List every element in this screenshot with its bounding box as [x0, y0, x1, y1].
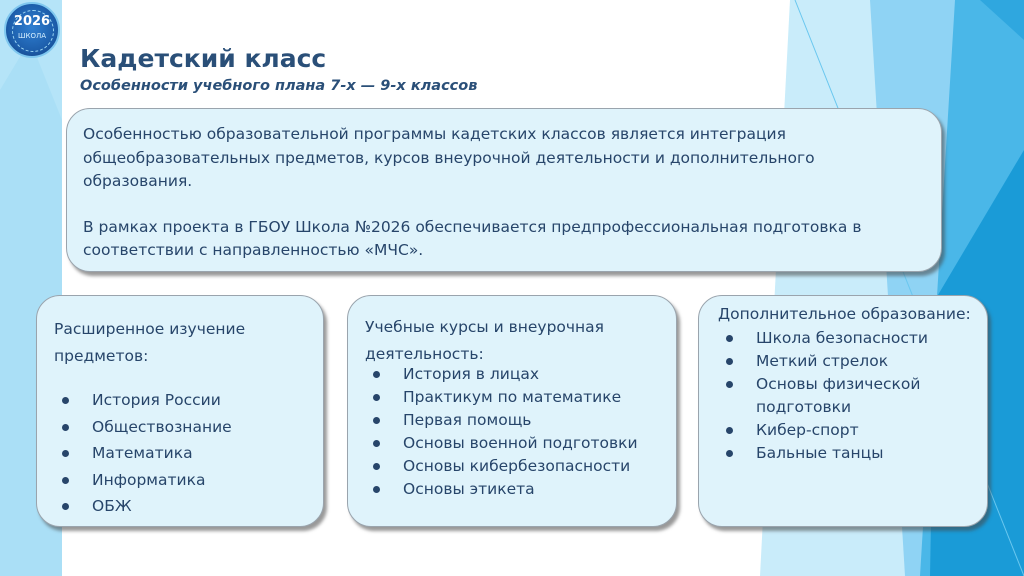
list-item: Основы этикета: [365, 478, 668, 501]
intro-panel: [66, 108, 942, 272]
page-title: Кадетский класс: [80, 44, 327, 73]
card-item-list: [365, 363, 668, 501]
card-item-list: [718, 327, 981, 465]
list-item: Первая помощь: [365, 409, 668, 432]
card-extended-subjects: [36, 295, 324, 527]
card-title: Учебные курсы и внеурочная деятельность:: [365, 318, 605, 363]
list-item: Информатика: [54, 467, 313, 494]
list-item: Основы физической подготовки: [718, 373, 981, 419]
school-logo: [4, 2, 60, 58]
card-additional-education: [698, 295, 988, 527]
logo-number: 2026: [13, 14, 51, 29]
card-title: Дополнительное образование:: [718, 305, 971, 323]
intro-paragraph-1: Особенностью образовательной программы кадетских классов является интеграция общеобразовательных предметов, курсов внеурочной деятельности и дополнительного образования.: [83, 125, 815, 190]
card-item-list: [54, 387, 313, 520]
list-item: Основы военной подготовки: [365, 432, 668, 455]
list-item: Школа безопасности: [718, 327, 981, 350]
page-subtitle: Особенности учебного плана 7-х — 9-х классов: [80, 78, 478, 94]
list-item: Кибер-спорт: [718, 419, 981, 442]
card-title: Расширенное изучение предметов:: [54, 320, 246, 365]
intro-paragraph-2: В рамках проекта в ГБОУ Школа №2026 обеспечивается предпрофессиональная подготовка в соответствии с направленностью «МЧС».: [83, 217, 862, 259]
list-item: История в лицах: [365, 363, 668, 386]
list-item: Математика: [54, 440, 313, 467]
list-item: Основы кибербезопасности: [365, 455, 668, 478]
card-courses-activities: [347, 295, 677, 527]
list-item: ОБЖ: [54, 493, 313, 520]
list-item: Обществознание: [54, 414, 313, 441]
list-item: Бальные танцы: [718, 442, 981, 465]
logo-word: ШКОЛА: [17, 32, 47, 40]
list-item: Практикум по математике: [365, 386, 668, 409]
list-item: История России: [54, 387, 313, 414]
list-item: Меткий стрелок: [718, 350, 981, 373]
